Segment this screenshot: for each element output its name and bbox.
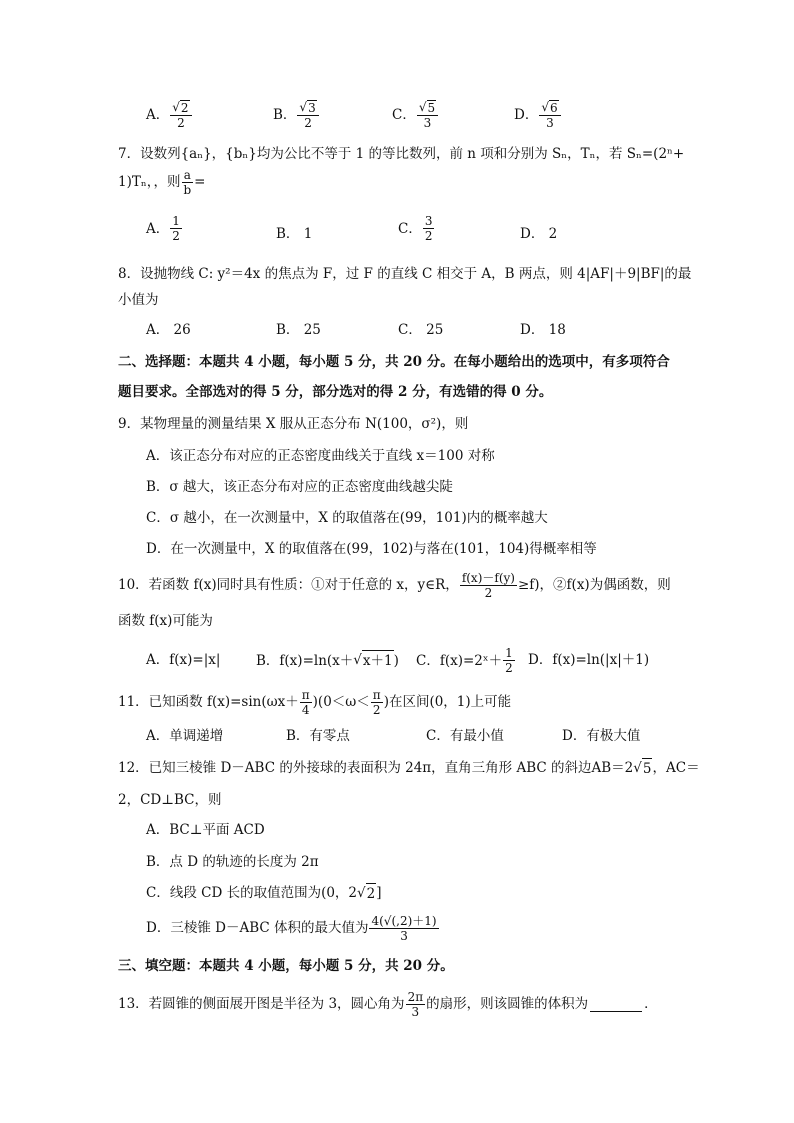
q9-option-b: B．σ 越大，该正态分布对应的正态密度曲线越尖陡	[146, 479, 453, 495]
q10-fraction: $\frac{f(x)-f(y)}{2}$	[461, 570, 515, 600]
q6-option-c: C． √ 5 3	[392, 100, 439, 130]
section3-heading: 三、填空题：本题共 4 小题，每小题 5 分，共 20 分。	[118, 958, 454, 974]
q12-stem-line2: 2，CD⊥BC，则	[118, 792, 222, 808]
q7-option-c: C． $\frac{3}{2}$	[398, 214, 433, 243]
q12-option-d: D．三棱锥 D－ABC 体积的最大值为 $\frac{4(√(,2)+1)}{3}$	[146, 913, 437, 943]
q12-option-c: C．线段 CD 长的取值范围为(0，2√ 2 ]	[146, 885, 382, 902]
q11-option-b: B．有零点	[286, 728, 350, 744]
q10-options	[146, 646, 706, 678]
answer-blank[interactable]	[590, 997, 642, 1012]
q8-stem-line2: 小值为	[118, 292, 159, 308]
q6-option-b: B． √ 3 2	[273, 100, 320, 130]
q6-option-a: A． √ 2 2	[146, 100, 193, 130]
q11-options	[146, 726, 706, 746]
q7-option-b: B． 1	[276, 226, 313, 242]
section2-heading-line2: 题目要求。全部选对的得 5 分，部分选对的得 2 分，有选错的得 0 分。	[118, 384, 553, 400]
q11-option-c: C．有最小值	[426, 728, 504, 744]
q11-option-a: A．单调递增	[146, 728, 224, 744]
q10-option-d: D．f(x)=ln(|x|＋1)	[528, 652, 650, 668]
q12-option-a: A．BC⊥平面 ACD	[146, 822, 265, 838]
q7-stem-line1: 7．设数列{aₙ}，{bₙ}均为公比不等于 1 的等比数列，前 n 项和分别为 Sₙ，Tₙ，若 Sₙ=(2ⁿ+	[118, 146, 685, 162]
q9-option-c: C．σ 越小，在一次测量中，X 的取值落在(99，101)内的概率越大	[146, 510, 548, 526]
q7-fraction: $\frac{a}{b}$	[183, 167, 192, 197]
q12-stem-line1: 12．已知三棱锥 D－ABC 的外接球的表面积为 24π，直角三角形 ABC 的斜边AB＝2√ 5 ，AC＝	[118, 760, 700, 777]
q7-option-d: D． 2	[520, 226, 558, 242]
q10-option-b: B．f(x)=ln(x＋ √ x＋1 )	[256, 652, 399, 669]
q12-option-b: B．点 D 的轨迹的长度为 2π	[146, 854, 319, 870]
section2-heading-line1: 二、选择题：本题共 4 小题，每小题 5 分，共 20 分。在每小题给出的选项中，有多项符合	[118, 354, 670, 370]
q9-option-d: D．在一次测量中，X 的取值落在(99，102)与落在(101，104)得概率相等	[146, 541, 597, 557]
q10-option-c: C．f(x)=2ˣ＋ $\frac{1}{2}$	[416, 646, 513, 675]
q8-option-b: B． 25	[276, 322, 321, 338]
q10-stem-line1: 10．若函数 f(x)同时具有性质：①对于任意的 x，y∈R， $\frac{f(x)-f(y)}{2}$ ≥f)，②f(x)为偶函数，则	[118, 570, 671, 600]
q9-stem: 9．某物理量的测量结果 X 服从正态分布 N(100，σ²)，则	[118, 416, 469, 432]
q8-option-d: D． 18	[520, 322, 566, 338]
q13-stem: 13．若圆锥的侧面展开图是半径为 3，圆心角为 $\frac{2\pi}{3}$ 的扇形，则该圆锥的体积为 ．	[118, 989, 658, 1019]
q8-stem-line1: 8．设抛物线 C: y²＝4x 的焦点为 F，过 F 的直线 C 相交于 A，B 两点，则 4|AF|＋9|BF|的最	[118, 266, 692, 282]
q6-option-d: D． √ 6 3	[514, 100, 562, 130]
q11-stem: 11．已知函数 f(x)=sin(ωx＋ $\frac{\pi}{4}$ )(0＜ω＜ $\frac{\pi}{2}$ )在区间(0，1)上可能	[118, 687, 512, 717]
q10-option-a: A．f(x)=|x|	[146, 652, 221, 668]
q8-option-c: C． 25	[398, 322, 444, 338]
q6-options	[146, 100, 706, 140]
q10-stem-line2: 函数 f(x)可能为	[118, 613, 213, 629]
q7-option-a: A． $\frac{1}{2}$	[146, 214, 180, 243]
q7-options	[146, 214, 706, 254]
q7-stem-line2: 1)Tₙ，，则 $\frac{a}{b}$ =	[118, 167, 206, 197]
q8-options	[146, 320, 706, 340]
q9-option-a: A．该正态分布对应的正态密度曲线关于直线 x＝100 对称	[146, 448, 495, 464]
q8-option-a: A． 26	[146, 322, 191, 338]
q11-option-d: D．有极大值	[562, 728, 641, 744]
